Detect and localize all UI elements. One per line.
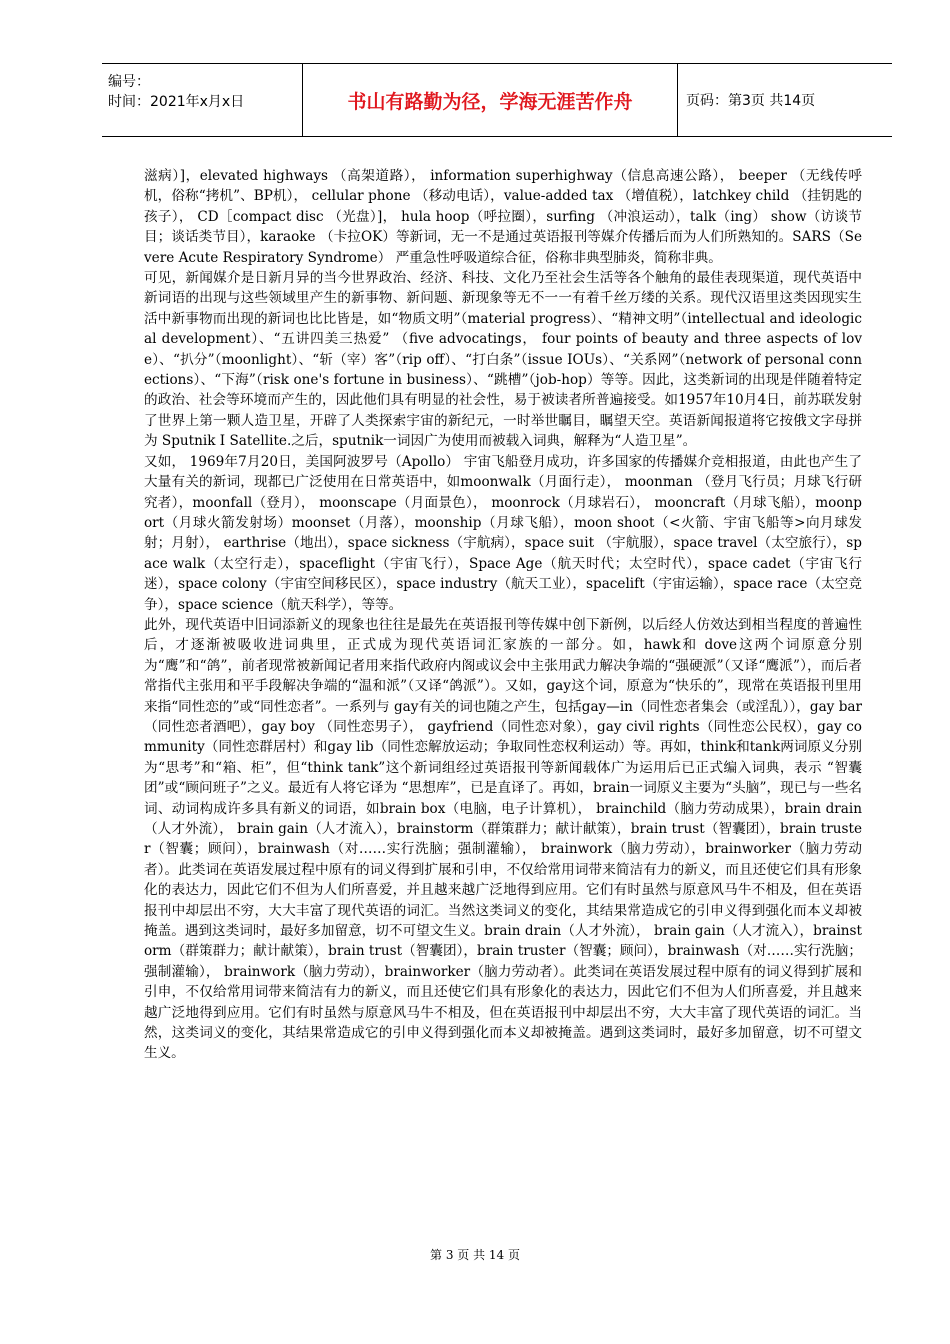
header-page-info: 页码：第3页 共14页: [686, 93, 816, 109]
document-number-label: 编号：: [108, 74, 150, 90]
document-time-label: 时间：2021年x月x日: [108, 94, 245, 110]
body-paragraph: 滋病）]，elevated highways （高架道路）， information superhighway（信息高速公路）， beeper （无线传呼机，俗称“拷机”、BP机）， cellular phone （移动电话），value-added tax （增值税），latchkey child （挂钥匙的孩子）， CD［compact disc （光盘）]， hula hoop（呼拉圈），surfing （冲浪运动），talk（ing） show（访谈节目；谈话类节目），karaoke （卡拉OK）等新词，无一不是通过英语报刊等媒介传播后而为人们所熟知的。SARS（Severe Acute Respiratory Syndrome） 严重急性呼吸道综合征，俗称非典型肺炎，简称非典。: [144, 168, 862, 266]
header-meta-cell: [102, 64, 303, 136]
page-footer: 第 3 页 共 14 页: [430, 1248, 520, 1262]
body-paragraph: 此外，现代英语中旧词添新义的现象也往往是最先在英语报刊等传媒中创下新例，以后经人仿效达到相当程度的普遍性后，才逐渐被吸收进词典里，正式成为现代英语词汇家族的一部分。如，hawk和 dove这两个词原意分别为“鹰”和“鸽”，前者现常被新闻记者用来指代政府内阁或议会中主张用武力解决争端的“强硬派”（又译“鹰派”），而后者常指代主张用和平手段解决争端的“温和派”（又译“鸽派”）。又如，gay这个词，原意为“快乐的”，现常在英语报刊里用来指“同性恋的”或“同性恋者”。一系列与 gay有关的词也随之产生，包括gay—in（同性恋者集会（或淫乱）），gay bar（同性恋者酒吧），gay boy （同性恋男子）， gayfriend（同性恋对象），gay civil rights（同性恋公民权），gay community（同性恋群居村）和gay lib（同性恋解放运动；争取同性恋权利运动）等。再如，think和tank两词原义分别为“思考”和“箱、柜”，但“think tank”这个新词组经过英语报刊等新闻载体广为运用后已正式编入词典，表示 “智囊团”或“顾问班子”之义。最近有人将它译为 “思想库”，已是直译了。再如，brain一词原义主要为“头脑”，现已与一些名词、动词构成许多具有新义的词语，如brain box（电脑，电子计算机）， brainchild（脑力劳动成果），brain drain（人才外流）， brain gain（人才流入），brainstorm（群策群力；献计献策），brain trust（智囊团），brain truster（智囊；顾问），brainwash（对……实行洗脑；强制灌输）， brainwork（脑力劳动），brainworker（脑力劳动者）。此类词在英语发展过程中原有的词义得到扩展和引申，不仅给常用词带来简洁有力的新义，而且还使它们具有形象化的表达力，因此它们不但为人们所喜爱，并且越来越广泛地得到应用。它们有时虽然与原意风马牛不相及，但在英语报刊中却层出不穷，大大丰富了现代英语的词汇。当然这类词义的变化，其结果常造成它的引申义得到强化而本义却被掩盖。遇到这类词时，最好多加留意，切不可望文生义。brain drain（人才外流）， brain gain（人才流入），brainstorm（群策群力；献计献策），brain trust（智囊团），brain truster（智囊；顾问），brainwash（对……实行洗脑；强制灌输）， brainwork（脑力劳动），brainworker（脑力劳动者）。此类词在英语发展过程中原有的词义得到扩展和引申，不仅给常用词带来简洁有力的新义，而且还使它们具有形象化的表达力，因此它们不但为人们所喜爱，并且越来越广泛地得到应用。它们有时虽然与原意风马牛不相及，但在英语报刊中却层出不穷，大大丰富了现代英语的词汇。当然，这类词义的变化，其结果常造成它的引申义得到强化而本义却被掩盖。遇到这类词时，最好多加留意，切不可望文生义。: [144, 616, 863, 1062]
header-motto: 书山有路勤为径，学海无涯苦作舟: [303, 64, 678, 136]
page-header: [102, 63, 892, 137]
body-paragraph: 又如， 1969年7月20日，美国阿波罗号（Apollo） 宇宙飞船登月成功，许多国家的传播媒介竞相报道，由此也产生了大量有关的新词，现都已广泛使用在日常英语中，如moonwalk（月面行走）， moonman （登月飞行员；月球飞行研究者），moonfall（登月）， moonscape（月面景色）， moonrock（月球岩石）， mooncraft（月球飞船），moonport（月球火箭发射场）moonset（月落），moonship（月球飞船），moon shoot（<火箭、宇宙飞船等>向月球发射；月射）， earthrise（地出），space sickness（宇航病），space suit （宇航服），space travel（太空旅行），space walk（太空行走），spaceflight（宇宙飞行），Space Age（航天时代；太空时代），space cadet（宇宙飞行迷），space colony（宇宙空间移民区），space industry（航天工业），spacelift（宇宙运输），space race（太空竞争），space science（航天科学），等等。: [144, 453, 862, 613]
body-paragraph: 可见，新闻媒介是日新月异的当今世界政治、经济、科技、文化乃至社会生活等各个触角的最佳表现渠道，现代英语中新词语的出现与这些领域里产生的新事物、新问题、新现象等无不一一有着千丝万缕的关系。现代汉语里这类因现实生活中新事物而出现的新词也比比皆是，如“物质文明”（material progress）、“精神文明”（intellectual and ideological development）、“五讲四美三热爱” （five advocatings， four points of beauty and three aspects of love）、“扒分”（moonlight）、“斩（宰）客”（rip off）、“打白条”（issue IOUs）、“关系网”（network of personal connections）、“下海”（risk one's fortune in business）、“跳槽”（job-hop）等等。因此，这类新词的出现是伴随着特定的政治、社会等环境而产生的，因此他们具有明显的社会性，易于被读者所普遍接受。如1957年10月4日，前苏联发射了世界上第一颗人造卫星，开辟了人类探索宇宙的新纪元，一时举世瞩目，瞩望天空。英语新闻报道将它按俄文字母拼为 Sputnik I Satellite.之后，sputnik一词因广为使用而被载入词典，解释为“人造卫星”。: [144, 270, 862, 450]
document-body: [144, 166, 862, 1064]
